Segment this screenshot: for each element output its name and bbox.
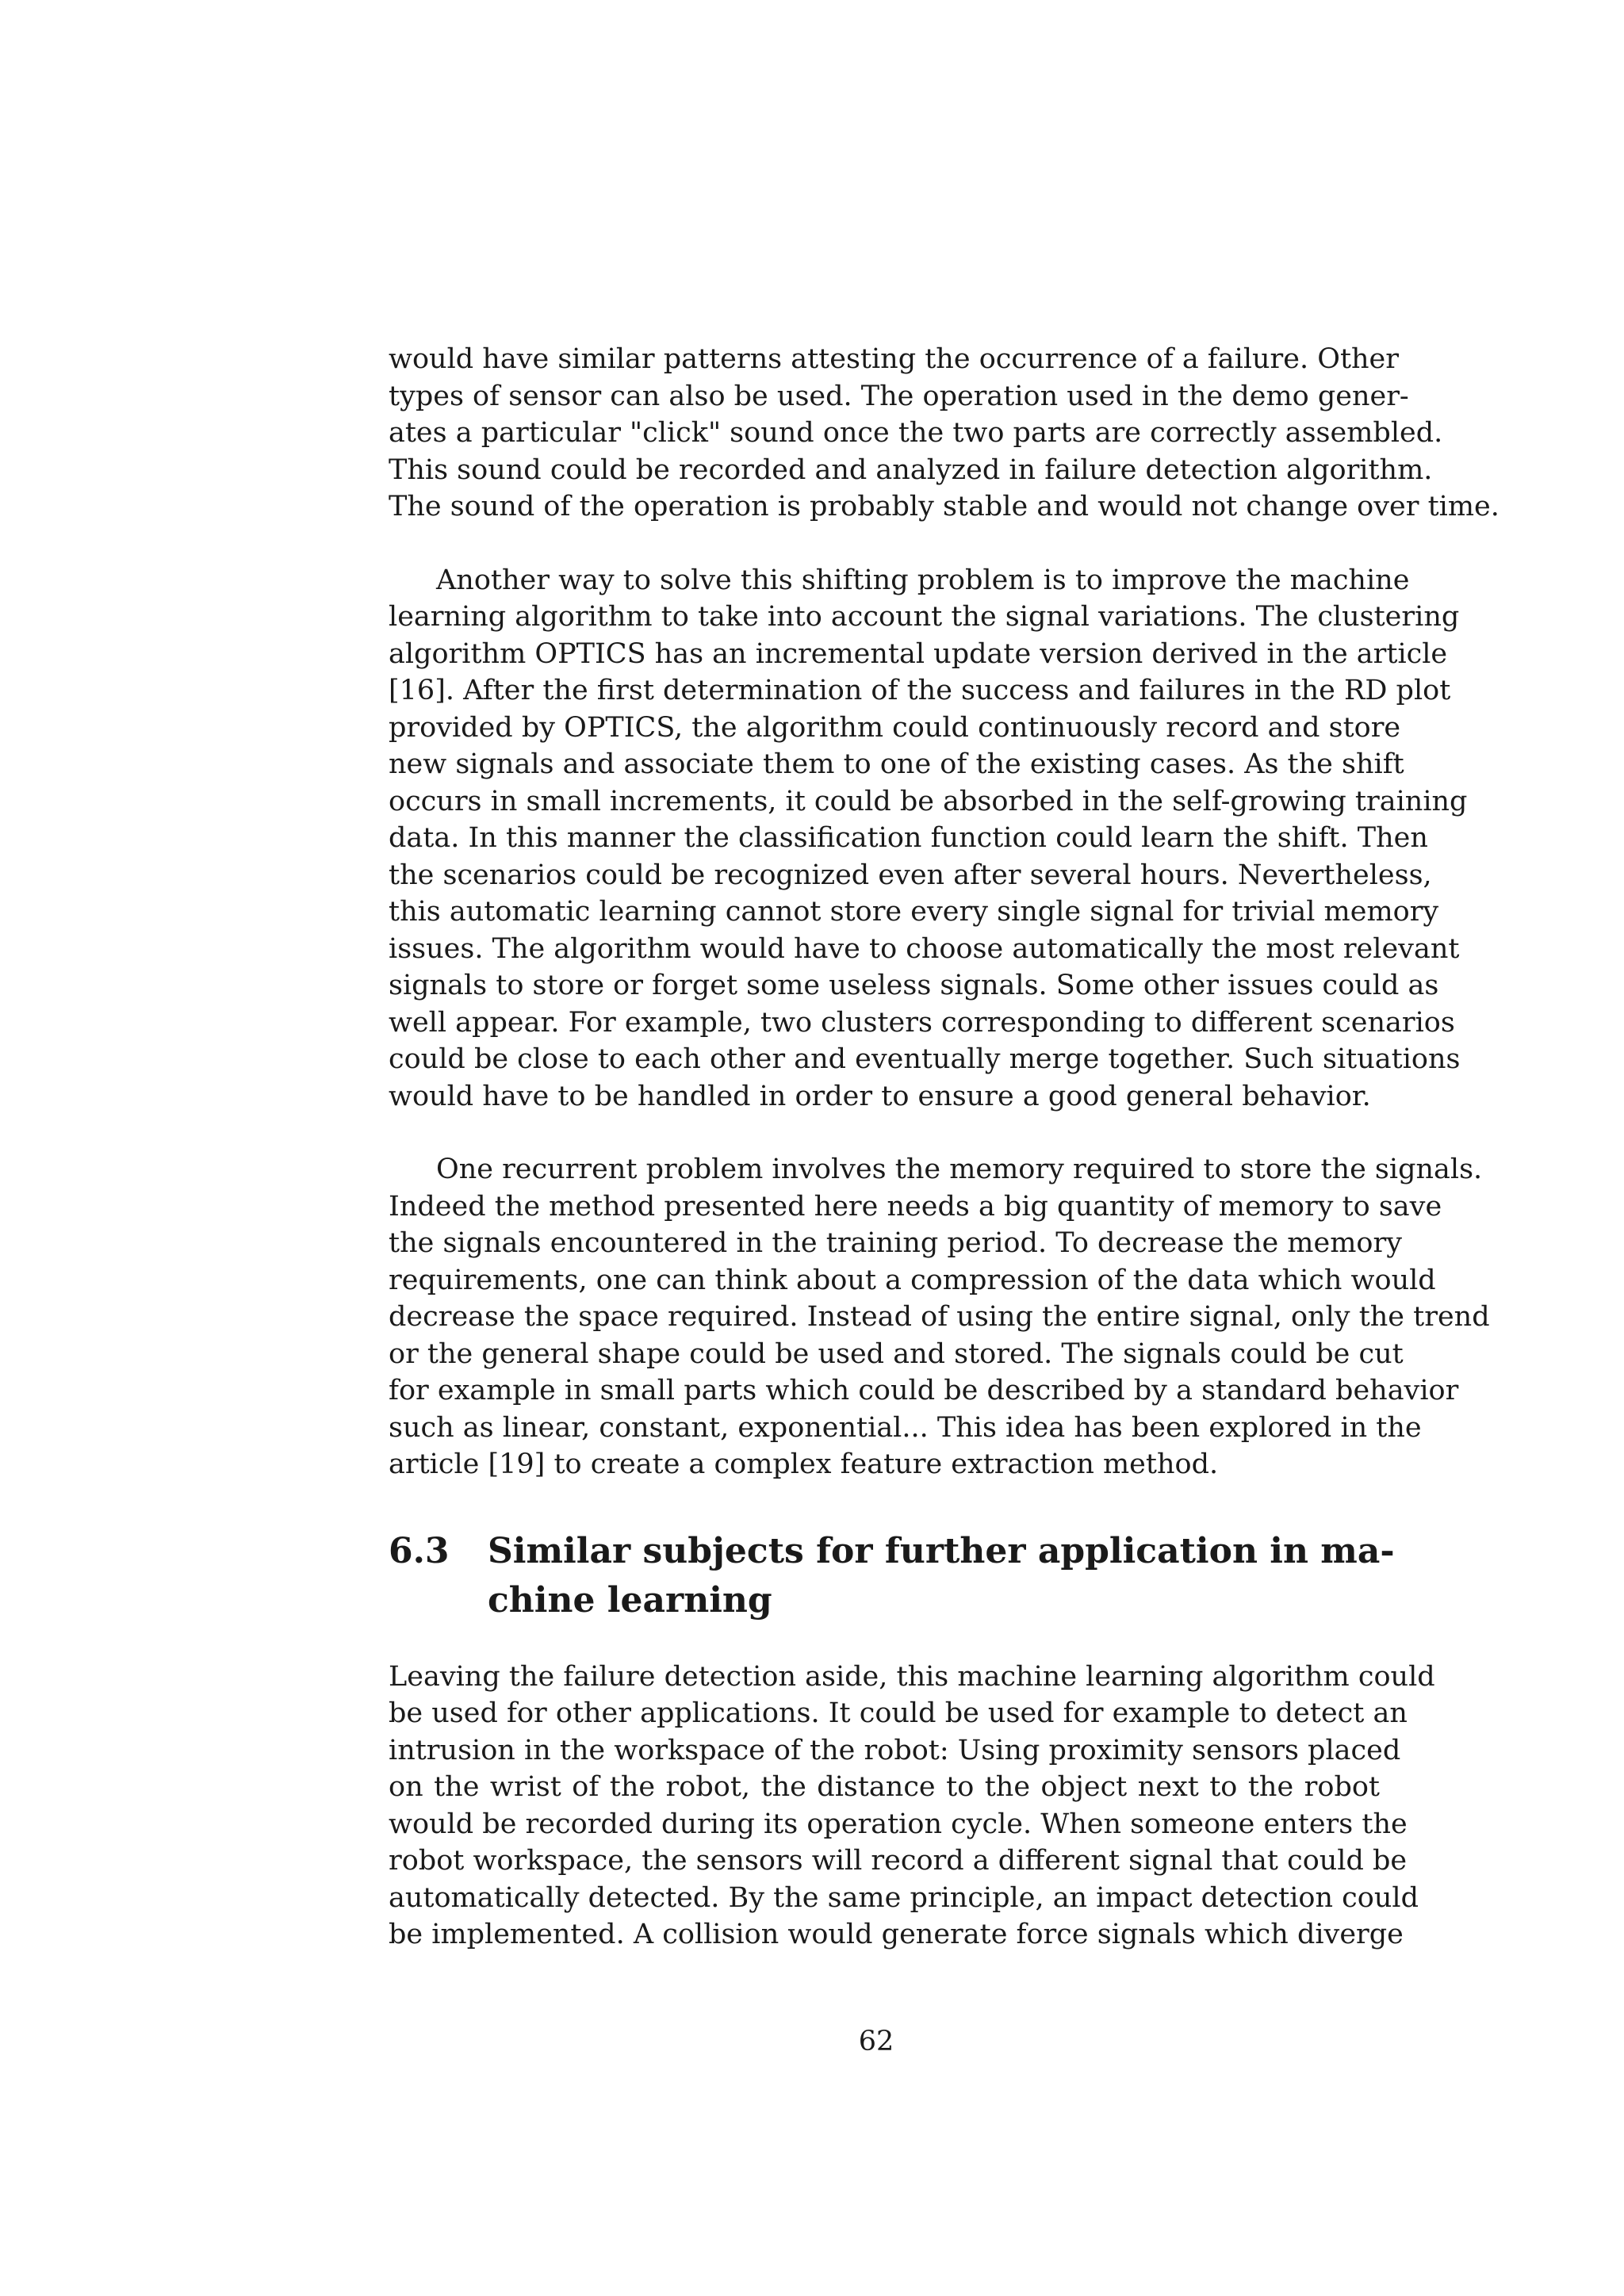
text-line: intrusion in the workspace of the robot: Using proximity sensors placed — [389, 1734, 1401, 1766]
text-line: automatically detected. By the same principle, an impact detection could — [389, 1881, 1419, 1914]
text-line: or the general shape could be used and stored. The signals could be cut — [389, 1337, 1404, 1370]
paragraph-failure-patterns — [389, 341, 1500, 526]
text-line: the signals encountered in the training period. To decrease the memory — [389, 1227, 1402, 1259]
text-line: new signals and associate them to one of the existing cases. As the shift — [389, 748, 1404, 780]
section-title-line: Similar subjects for further application in ma- — [488, 1530, 1395, 1571]
text-line: data. In this manner the classification function could learn the shift. Then — [389, 822, 1428, 854]
section-heading — [389, 1527, 1395, 1625]
text-line: robot workspace, the sensors will record a different signal that could be — [389, 1845, 1408, 1877]
text-line: Indeed the method presented here needs a big quantity of memory to save — [389, 1190, 1442, 1223]
text-line: signals to store or forget some useless signals. Some other issues could as — [389, 970, 1439, 1001]
text-line: on the wrist of the robot, the distance to the object next to the robot — [389, 1771, 1380, 1803]
text-line: such as linear, constant, exponential... This idea has been explored in the — [389, 1411, 1422, 1444]
text-line: types of sensor can also be used. The operation used in the demo gener- — [389, 380, 1409, 412]
paragraph-shifting-problem — [389, 562, 1468, 1115]
text-line: The sound of the operation is probably stable and would not change over time. — [389, 491, 1500, 522]
page-number: 62 — [858, 2026, 894, 2057]
text-line: well appear. For example, two clusters corresponding to different scenarios — [389, 1006, 1455, 1039]
text-line: be implemented. A collision would generate force signals which diverge — [389, 1919, 1404, 1950]
section-number: 6.3 — [389, 1530, 450, 1571]
paragraph-other-applications — [389, 1659, 1435, 1954]
text-line: provided by OPTICS, the algorithm could continuously record and store — [389, 711, 1401, 744]
text-line: Another way to solve this shifting problem is to improve the machine — [436, 564, 1410, 596]
text-line: requirements, one can think about a compression of the data which would — [389, 1264, 1436, 1296]
text-line: [16]. After the first determination of the success and failures in the RD plot — [389, 675, 1451, 706]
text-line: for example in small parts which could be described by a standard behavior — [389, 1375, 1459, 1406]
text-column — [389, 341, 1500, 1990]
section-title-line: chine learning — [488, 1579, 772, 1621]
text-line: learning algorithm to take into account the signal variations. The clustering — [389, 601, 1460, 633]
text-line: This sound could be recorded and analyzed in failure detection algorithm. — [389, 453, 1433, 486]
text-line: decrease the space required. Instead of using the entire signal, only the trend — [389, 1301, 1490, 1333]
text-line: algorithm OPTICS has an incremental update version derived in the article — [389, 637, 1448, 670]
text-line: occurs in small increments, it could be absorbed in the self-growing training — [389, 785, 1468, 817]
text-line: One recurrent problem involves the memory required to store the signals. — [436, 1154, 1483, 1185]
text-line: would have similar patterns attesting the occurrence of a failure. Other — [389, 343, 1399, 375]
text-line: could be close to each other and eventually merge together. Such situations — [389, 1043, 1461, 1075]
text-line: Leaving the failure detection aside, this machine learning algorithm could — [389, 1660, 1435, 1693]
text-line: would be recorded during its operation cycle. When someone enters the — [389, 1808, 1408, 1840]
text-line: this automatic learning cannot store every single signal for trivial memory — [389, 896, 1439, 928]
text-line: would have to be handled in order to ensure a good general behavior. — [389, 1080, 1371, 1112]
text-line: be used for other applications. It could be used for example to detect an — [389, 1697, 1408, 1729]
text-line: issues. The algorithm would have to choose automatically the most relevant — [389, 932, 1460, 965]
text-line: ates a particular "click" sound once the two parts are correctly assembled. — [389, 417, 1443, 449]
paragraph-memory-problem — [389, 1151, 1490, 1483]
text-line: the scenarios could be recognized even after several hours. Nevertheless, — [389, 859, 1432, 891]
text-line: article [19] to create a complex feature extraction method. — [389, 1448, 1219, 1480]
